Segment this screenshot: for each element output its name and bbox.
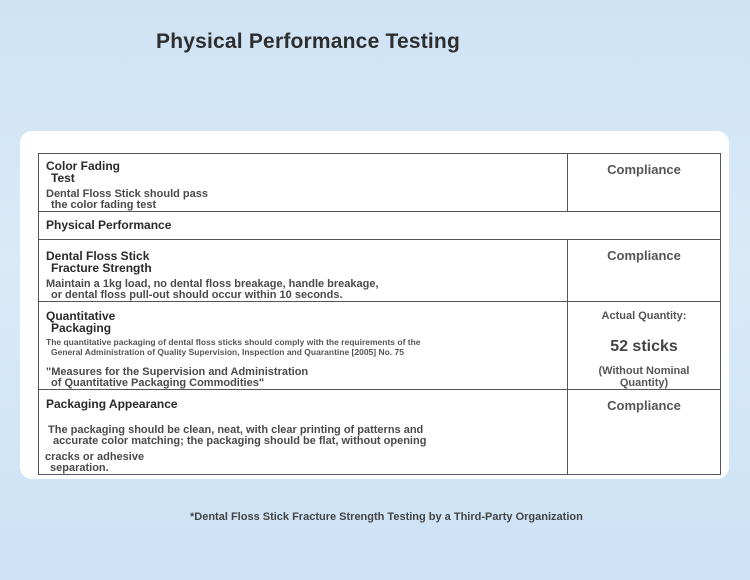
table-row-color-fading — [39, 154, 721, 212]
table-row-quantitative-packaging — [39, 302, 721, 390]
test-item-cell — [39, 302, 568, 390]
test-item-cell — [39, 154, 568, 212]
actual-quantity-label: Actual Quantity: — [601, 310, 687, 322]
test-item-cell — [39, 390, 568, 475]
actual-quantity-value: 52 sticks — [610, 338, 678, 355]
result-cell — [568, 302, 721, 390]
result-compliance: Compliance — [607, 398, 681, 413]
test-item-description: Dental Floss Stick should pass the color fading test — [46, 188, 208, 211]
test-results-table — [38, 153, 721, 475]
test-item-description: The packaging should be clean, neat, with clear printing of patterns and accurate color matching; the packaging should be flat, without opening cracks or adhesive separation. — [45, 424, 427, 474]
section-header-cell — [39, 212, 721, 240]
test-item-description: Maintain a 1kg load, no dental floss breakage, handle breakage, or dental floss pull-out should occur within 10 seconds. — [46, 278, 379, 301]
test-item-heading: Quantitative Packaging — [46, 309, 116, 335]
result-cell — [568, 240, 721, 302]
regulation-reference: "Measures for the Supervision and Administration of Quantitative Packaging Commodities" — [46, 366, 309, 389]
test-item-heading: Dental Floss Stick Fracture Strength — [46, 249, 152, 275]
result-cell — [568, 154, 721, 212]
section-heading: Physical Performance — [46, 218, 172, 232]
table-row-packaging-appearance — [39, 390, 721, 475]
result-cell — [568, 390, 721, 475]
test-item-heading: Color Fading Test — [46, 159, 120, 185]
table-row-section — [39, 212, 721, 240]
footnote: *Dental Floss Stick Fracture Strength Testing by a Third-Party Organization — [190, 511, 583, 523]
nominal-quantity-note: (Without Nominal Quantity) — [598, 365, 690, 389]
test-item-description: The quantitative packaging of dental floss sticks should comply with the requirements of the General Administration of Quality Supervision, Inspection and Quarantine [2005] No. 75 — [46, 337, 421, 357]
test-results-panel — [20, 131, 729, 479]
table-row-fracture-strength — [39, 240, 721, 302]
test-item-cell — [39, 240, 568, 302]
result-compliance: Compliance — [607, 248, 681, 263]
result-compliance: Compliance — [607, 162, 681, 177]
test-item-heading: Packaging Appearance — [46, 397, 178, 411]
page-title: Physical Performance Testing — [156, 30, 460, 53]
